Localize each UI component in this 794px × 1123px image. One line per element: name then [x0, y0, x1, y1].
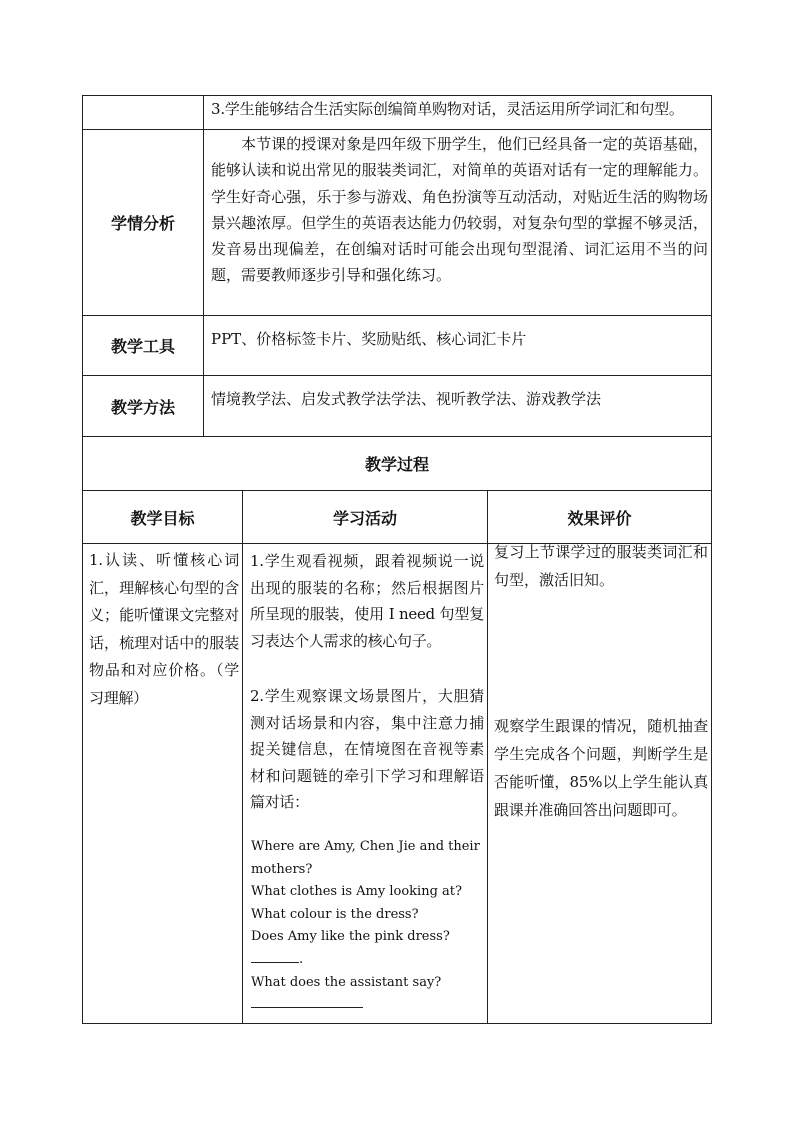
goal-line-3: 3.学生能够结合生活实际创编简单购物对话，灵活运用所学词汇和句型。: [211, 100, 684, 118]
answer-blank-2: [251, 995, 363, 1008]
methods-label-cell: [82, 375, 204, 437]
question-4: Does Amy like the pink dress?: [251, 929, 450, 944]
question-2: What clothes is Amy looking at?: [251, 884, 462, 899]
tools-content-cell: [203, 315, 712, 376]
tools-label: 教学工具: [110, 337, 175, 356]
eval-text-1: 复习上节课学过的服装类词汇和句型，激活旧知。: [494, 543, 708, 589]
analysis-label: 学情分析: [110, 214, 175, 233]
goal-header-cell: [82, 490, 243, 544]
process-title: 教学过程: [364, 455, 429, 474]
activity-content-cell: [242, 543, 488, 1024]
eval-header: 效果评价: [567, 508, 632, 528]
activity-step-1: 1.学生观看视频，跟着视频说一说出现的服装的名称；然后根据图片所呈现的服装，使用 I need 句型复习表达个人需求的核心句子。: [250, 552, 484, 650]
answer-blank-2-line: [251, 994, 483, 1017]
methods-content-cell: [203, 375, 712, 437]
question-1-cont: mothers?: [251, 861, 313, 877]
row-goals-content-cell: [203, 95, 712, 130]
question-5: What does the assistant say?: [251, 974, 442, 990]
goal-content-cell: [82, 543, 243, 1024]
analysis-text: 本节课的授课对象是四年级下册学生，他们已经具备一定的英语基础，能够认读和说出常见的服装类词汇，对简单的英语对话有一定的理解能力。学生好奇心强，乐于参与游戏、角色扮演等互动活动，对贴近生活的购物场景兴趣浓厚。但学生的英语表达能力仍较弱，对复杂句型的掌握不够灵活，发音易出现偏差，在创编对话时可能会出现句型混淆、词汇运用不当的问题，需要教师逐步引导和强化练习。: [211, 135, 708, 285]
eval-header-cell: [487, 490, 712, 544]
answer-blank-1-line: .: [251, 949, 483, 972]
goal-header: 教学目标: [130, 508, 195, 528]
activity-step-2: 2.学生观察课文场景图片，大胆猜测对话场景和内容，集中注意力捕捉关键信息，在情境图在音视等素材和问题链的牵引下学习和理解语篇对话：: [250, 687, 484, 811]
eval-text-2: 观察学生跟课的情况，随机抽查学生完成各个问题，判断学生是否能听懂，85%以上学生能认真跟课并准确回答出问题即可。: [494, 717, 708, 819]
analysis-label-cell: [82, 129, 204, 316]
answer-blank-1: [251, 950, 299, 963]
eval-content-cell: [487, 543, 712, 1024]
question-1: Where are Amy, Chen Jie and their: [251, 839, 480, 854]
question-3: What colour is the dress?: [251, 906, 419, 922]
row-goals-label-cell: [82, 95, 204, 130]
tools-text: PPT、价格标签卡片、奖励贴纸、核心词汇卡片: [211, 330, 527, 348]
process-title-cell: [82, 436, 712, 491]
lesson-plan-table: [82, 95, 712, 1024]
goal-text: 1.认读、听懂核心词汇，理解核心句型的含义；能听懂课文完整对话，梳理对话中的服装物品和对应价格。（学习理解）: [89, 551, 239, 707]
analysis-content-cell: [203, 129, 712, 316]
methods-label: 教学方法: [110, 397, 175, 417]
activity-header: 学习活动: [332, 508, 397, 528]
methods-text: 情境教学法、启发式教学法学法、视听教学法、游戏教学法: [211, 390, 602, 408]
tools-label-cell: [82, 315, 204, 376]
question-list: [251, 836, 483, 1017]
activity-header-cell: [242, 490, 488, 544]
